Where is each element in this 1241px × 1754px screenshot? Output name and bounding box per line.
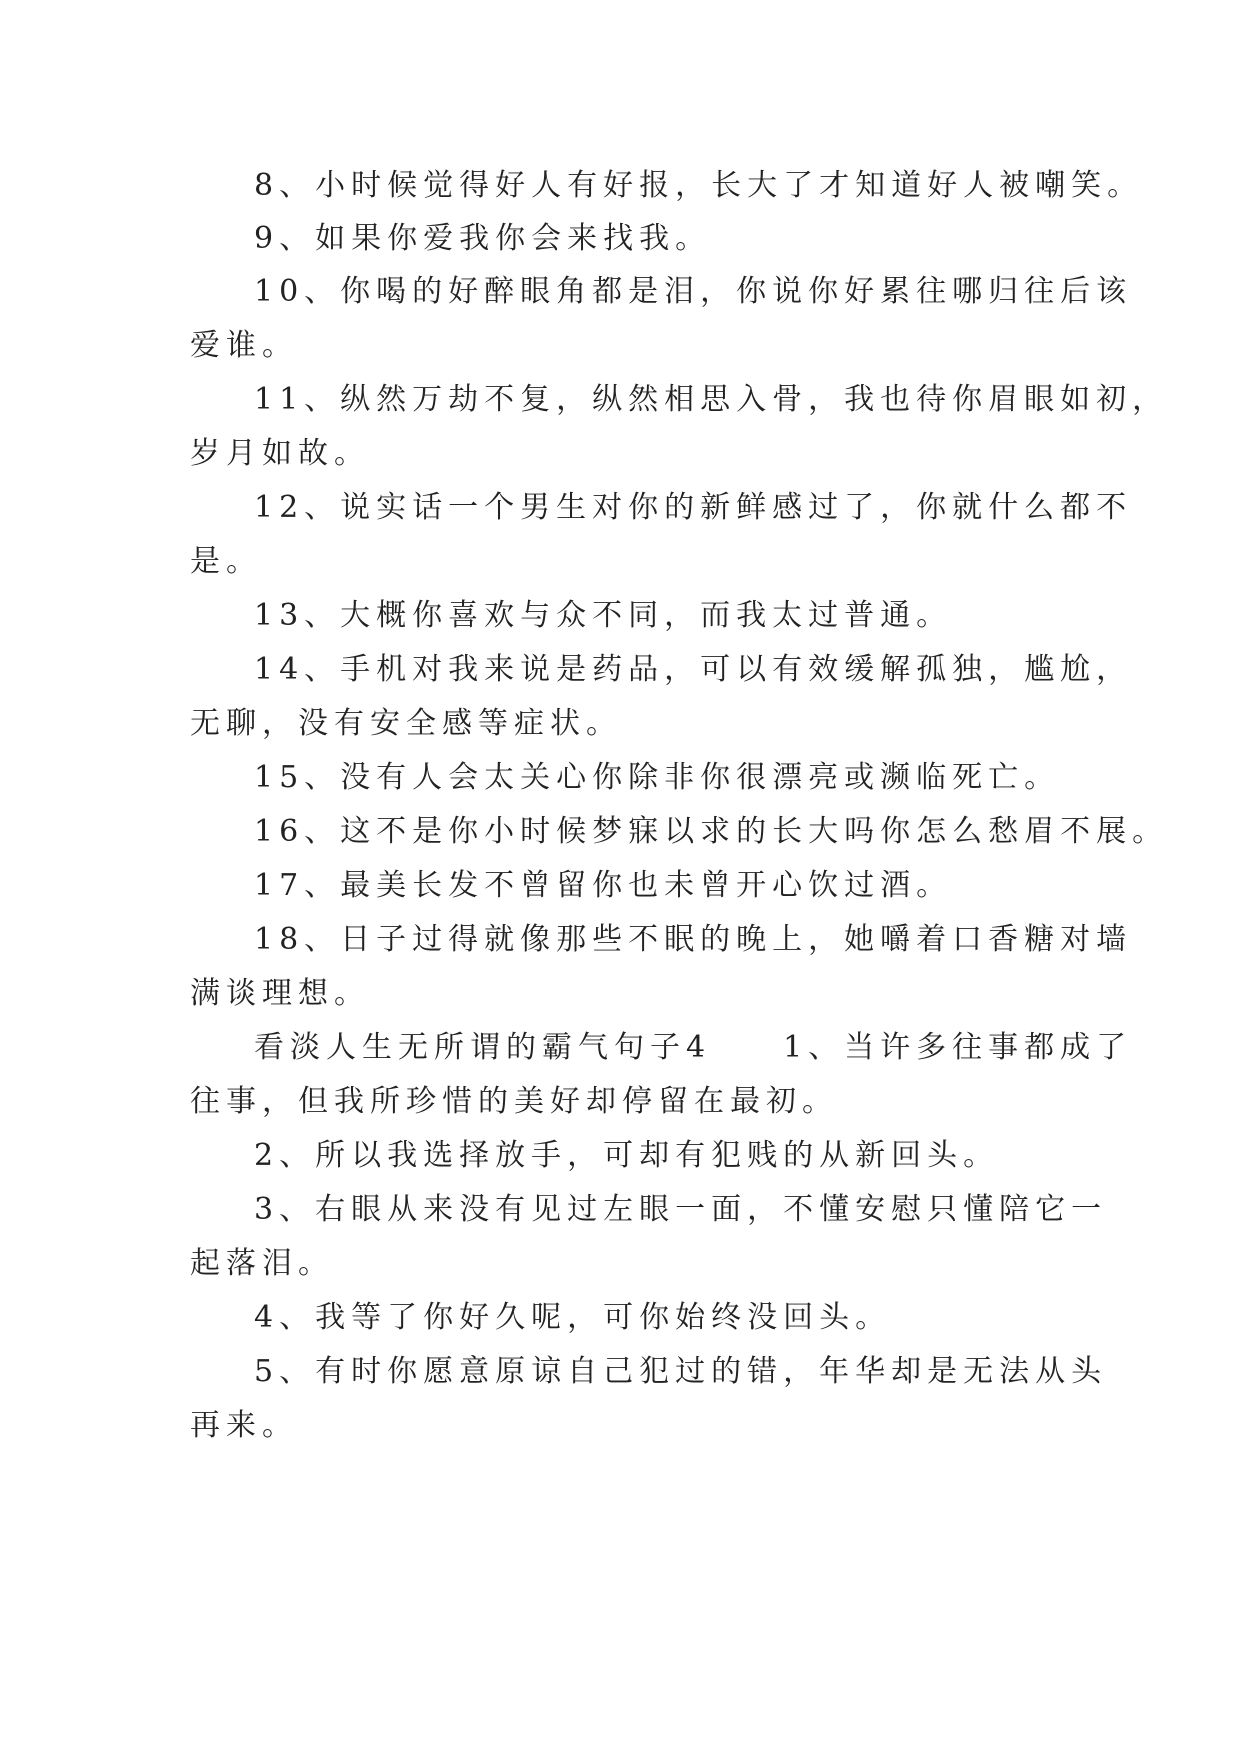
text-line: 14、手机对我来说是药品，可以有效缓解孤独，尴尬，	[254, 652, 1133, 687]
text-line: 13、大概你喜欢与众不同，而我太过普通。	[254, 598, 953, 633]
text-line: 12、说实话一个男生对你的新鲜感过了，你就什么都不	[254, 490, 1133, 525]
text-line: 15、没有人会太关心你除非你很漂亮或濒临死亡。	[254, 760, 1061, 795]
text-line: 爱谁。	[190, 328, 298, 363]
text-line: 5、有时你愿意原谅自己犯过的错，年华却是无法从头	[254, 1354, 1108, 1389]
text-line: 起落泪。	[190, 1246, 334, 1281]
section-heading-line: 看淡人生无所谓的霸气句子4 1、当许多往事都成了	[254, 1030, 1133, 1065]
text-line: 再来。	[190, 1408, 298, 1443]
text-line: 16、这不是你小时候梦寐以求的长大吗你怎么愁眉不展。	[254, 814, 1169, 849]
text-line: 3、右眼从来没有见过左眼一面，不懂安慰只懂陪它一	[254, 1192, 1108, 1227]
text-line: 岁月如故。	[190, 436, 370, 471]
text-line: 无聊，没有安全感等症状。	[190, 706, 622, 741]
text-line: 4、我等了你好久呢，可你始终没回头。	[254, 1300, 892, 1335]
text-line: 8、小时候觉得好人有好报，长大了才知道好人被嘲笑。	[254, 168, 1144, 203]
text-line: 18、日子过得就像那些不眠的晚上，她嚼着口香糖对墙	[254, 922, 1133, 957]
text-line: 2、所以我选择放手，可却有犯贱的从新回头。	[254, 1138, 1000, 1173]
text-line: 是。	[190, 544, 262, 579]
text-line: 10、你喝的好醉眼角都是泪，你说你好累往哪归往后该	[254, 274, 1133, 309]
text-line: 17、最美长发不曾留你也未曾开心饮过酒。	[254, 868, 953, 903]
text-line: 11、纵然万劫不复，纵然相思入骨，我也待你眉眼如初，	[254, 382, 1169, 417]
text-line: 满谈理想。	[190, 976, 370, 1011]
text-line: 9、如果你爱我你会来找我。	[254, 221, 712, 256]
text-line: 往事，但我所珍惜的美好却停留在最初。	[190, 1084, 838, 1119]
